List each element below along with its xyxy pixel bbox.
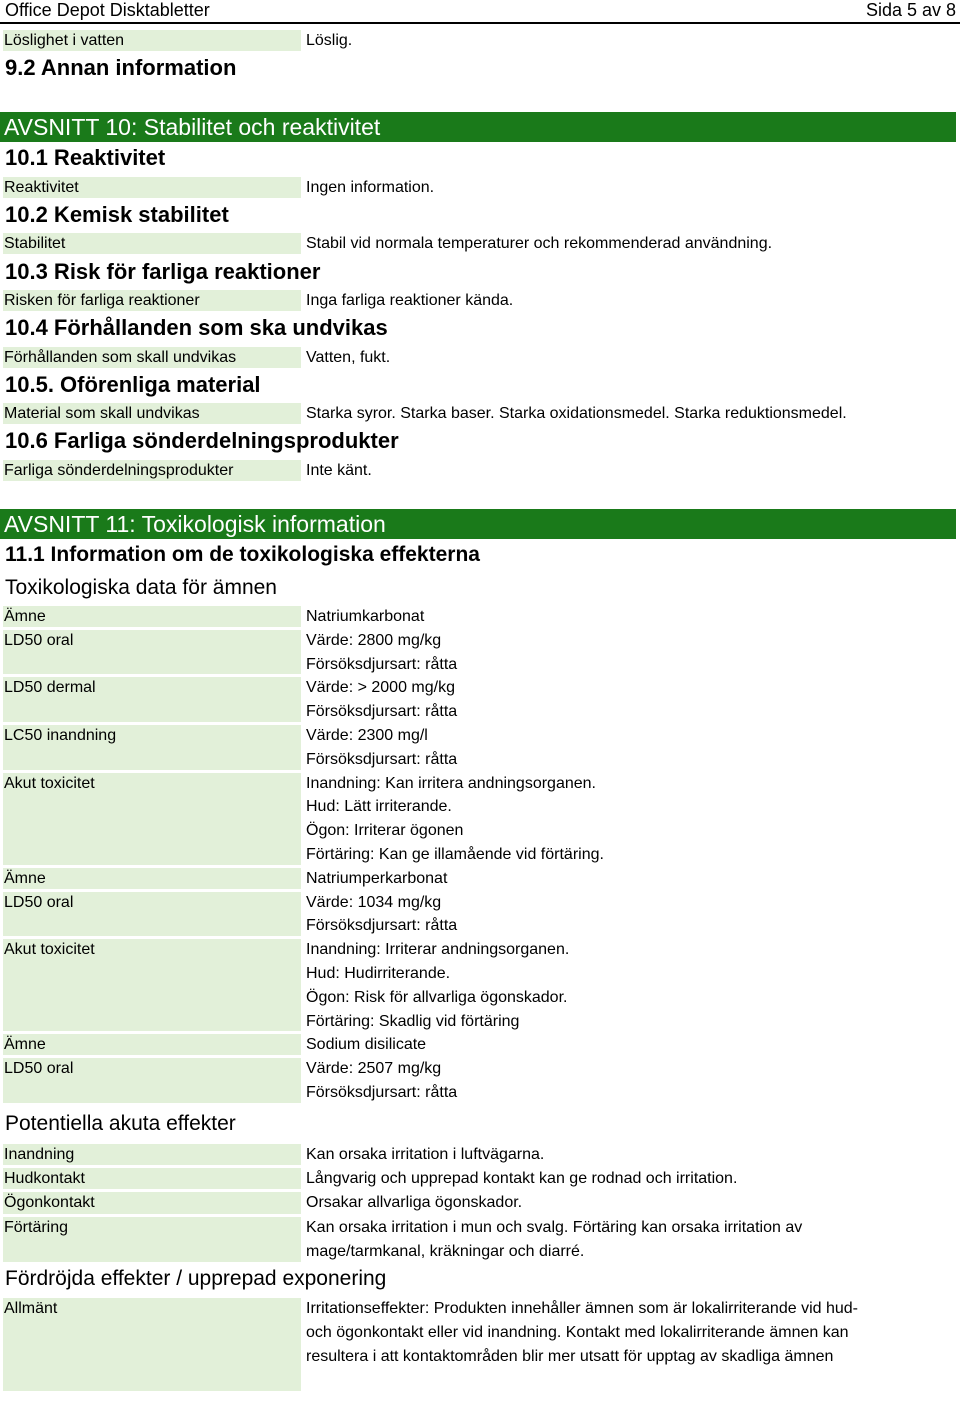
section-banner: AVSNITT 10: Stabilitet och reaktivitet	[0, 112, 956, 142]
field-label: Akut toxicitet	[3, 773, 301, 865]
table-heading: Potentiella akuta effekter	[5, 1112, 236, 1135]
section-banner: AVSNITT 11: Toxikologisk information	[0, 509, 956, 539]
field-value: Värde: 2800 mg/kg	[306, 631, 442, 649]
field-label: LC50 inandning	[3, 725, 301, 770]
field-value: Starka syror. Starka baser. Starka oxidationsmedel. Starka reduktionsmedel.	[306, 405, 847, 422]
field-value: mage/tarmkanal, kräkningar och diarré.	[306, 1242, 585, 1260]
field-label: Ögonkontakt	[3, 1192, 301, 1213]
field-value: Långvarig och upprepad kontakt kan ge rodnad och irritation.	[306, 1170, 738, 1188]
field-value: Sodium disilicate	[306, 1036, 427, 1054]
field-label: Material som skall undvikas	[3, 403, 301, 424]
field-value: Inandning: Irriterar andningsorganen.	[306, 941, 570, 959]
subsection-heading: 10.6 Farliga sönderdelningsprodukter	[5, 428, 399, 453]
field-value: Ögon: Irriterar ögonen	[306, 822, 464, 840]
field-value: Förtäring: Kan ge illamående vid förtäring.	[306, 846, 604, 863]
field-value: Orsakar allvarliga ögonskador.	[306, 1194, 523, 1212]
table-heading: Fördröjda effekter / upprepad exponering	[5, 1267, 387, 1290]
field-value: Inga farliga reaktioner kända.	[306, 292, 514, 309]
field-value: Inte känt.	[306, 462, 372, 479]
header-divider	[0, 22, 960, 24]
subsection-heading: 10.3 Risk för farliga reaktioner	[5, 259, 321, 284]
field-label: Ämne	[3, 1034, 301, 1055]
field-label: Löslighet i vatten	[3, 30, 301, 51]
field-value: Ögon: Risk för allvarliga ögonskador.	[306, 988, 568, 1006]
document-title: Office Depot Disktabletter	[5, 0, 210, 20]
subsection-heading: 10.2 Kemisk stabilitet	[5, 202, 229, 227]
field-value: Försöksdjursart: råtta	[306, 703, 458, 721]
field-value: Natriumkarbonat	[306, 608, 425, 625]
field-value: Irritationseffekter: Produkten innehåller ämnen som är lokalirriterande vid hud-	[306, 1300, 858, 1317]
field-value: Inandning: Kan irritera andningsorganen.	[306, 774, 596, 792]
field-value: Värde: 2507 mg/kg	[306, 1060, 442, 1078]
field-value: Löslig.	[306, 32, 353, 49]
field-value: Försöksdjursart: råtta	[306, 655, 458, 673]
field-value: Värde: > 2000 mg/kg	[306, 679, 455, 697]
field-value: resultera i att kontaktområden blir mer utsatt för upptag av skadliga ämnen	[306, 1348, 834, 1365]
subsection-heading: 10.1 Reaktivitet	[5, 145, 166, 170]
field-value: Förtäring: Skadlig vid förtäring	[306, 1012, 520, 1030]
field-label: Akut toxicitet	[3, 939, 301, 1031]
page-number: Sida 5 av 8	[865, 0, 956, 20]
field-value: Stabil vid normala temperaturer och rekommenderad användning.	[306, 235, 773, 252]
field-label: Farliga sönderdelningsprodukter	[3, 460, 301, 481]
field-label: Förtäring	[3, 1217, 301, 1262]
field-value: Kan orsaka irritation i mun och svalg. Förtäring kan orsaka irritation av	[306, 1218, 803, 1236]
field-label: Hudkontakt	[3, 1168, 301, 1189]
field-label: Allmänt	[3, 1298, 301, 1391]
field-label: LD50 dermal	[3, 677, 301, 722]
field-value: Hud: Lätt irriterande.	[306, 798, 452, 816]
field-value: Värde: 1034 mg/kg	[306, 893, 442, 911]
field-label: LD50 oral	[3, 892, 301, 937]
subsection-heading: 10.5. Oförenliga material	[5, 372, 261, 397]
subsection-heading: 9.2 Annan information	[5, 55, 237, 80]
field-value: och ögonkontakt eller vid inandning. Kontakt med lokalirriterande ämnen kan	[306, 1324, 849, 1341]
field-value: Hud: Hudirriterande.	[306, 965, 451, 982]
field-label: Risken för farliga reaktioner	[3, 290, 301, 311]
field-label: LD50 oral	[3, 630, 301, 675]
field-label: Inandning	[3, 1144, 301, 1165]
field-label: Förhållanden som skall undvikas	[3, 347, 301, 368]
field-value: Försöksdjursart: råtta	[306, 917, 458, 935]
field-value: Ingen information.	[306, 179, 435, 196]
subsection-heading: 11.1 Information om de toxikologiska effekterna	[5, 543, 480, 566]
field-label: LD50 oral	[3, 1058, 301, 1103]
field-value: Vatten, fukt.	[306, 349, 391, 366]
field-label: Ämne	[3, 868, 301, 889]
table-heading: Toxikologiska data för ämnen	[5, 576, 277, 599]
field-value: Värde: 2300 mg/l	[306, 727, 428, 744]
field-value: Försöksdjursart: råtta	[306, 1084, 458, 1101]
subsection-heading: 10.4 Förhållanden som ska undvikas	[5, 315, 388, 340]
field-label: Ämne	[3, 606, 301, 627]
field-label: Reaktivitet	[3, 177, 301, 198]
field-label: Stabilitet	[3, 233, 301, 254]
field-value: Försöksdjursart: råtta	[306, 750, 458, 768]
field-value: Kan orsaka irritation i luftvägarna.	[306, 1146, 545, 1163]
field-value: Natriumperkarbonat	[306, 869, 448, 887]
